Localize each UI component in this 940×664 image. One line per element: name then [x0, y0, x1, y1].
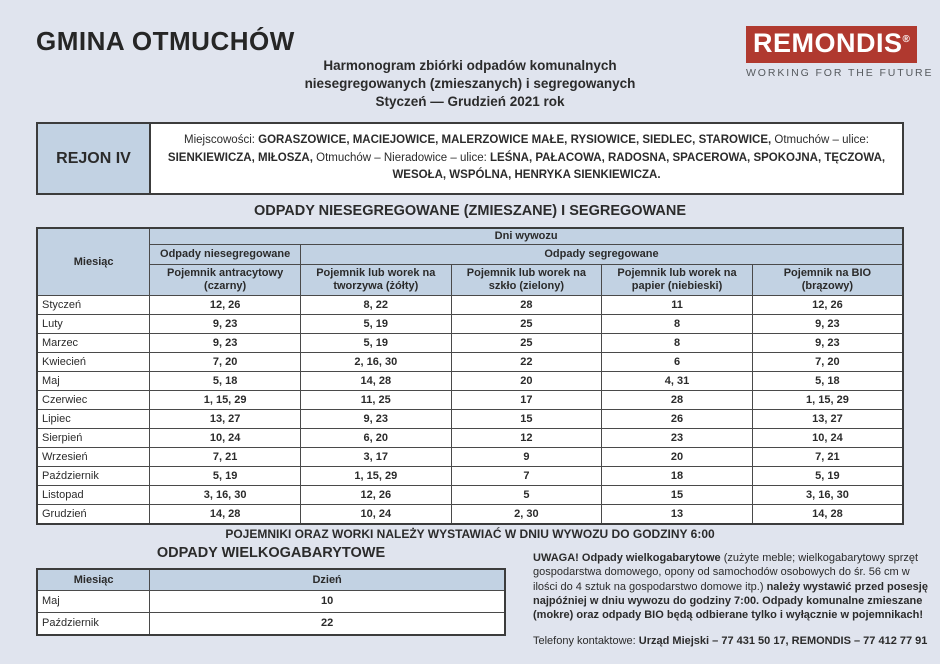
region-description [151, 124, 902, 193]
month-cell: Maj [37, 591, 150, 613]
bulky-header-month: Miesiąc [37, 569, 150, 591]
pickup-day-cell: 10 [150, 591, 505, 613]
header-container-blue: Pojemnik lub worek na papier (niebieski) [602, 265, 753, 296]
pickup-dates-cell: 2, 30 [451, 505, 602, 525]
pickup-dates-cell: 5, 18 [752, 372, 903, 391]
region-name: REJON IV [38, 124, 151, 193]
pickup-dates-cell: 6 [602, 353, 753, 372]
pickup-dates-cell: 9, 23 [150, 334, 301, 353]
pickup-dates-cell: 3, 16, 30 [752, 486, 903, 505]
pickup-dates-cell: 14, 28 [300, 372, 451, 391]
pickup-dates-cell: 2, 16, 30 [300, 353, 451, 372]
pickup-dates-cell: 14, 28 [752, 505, 903, 525]
pickup-dates-cell: 1, 15, 29 [150, 391, 301, 410]
pickup-dates-cell: 3, 17 [300, 448, 451, 467]
pickup-dates-cell: 17 [451, 391, 602, 410]
header-container-green: Pojemnik lub worek na szkło (zielony) [451, 265, 602, 296]
schedule-row [37, 448, 903, 467]
pickup-dates-cell: 20 [451, 372, 602, 391]
pickup-day-cell: 22 [150, 613, 505, 636]
pickup-dates-cell: 9, 23 [752, 315, 903, 334]
schedule-row [37, 486, 903, 505]
pickup-dates-cell: 23 [602, 429, 753, 448]
pickup-dates-cell: 9, 23 [150, 315, 301, 334]
pickup-dates-cell: 25 [451, 315, 602, 334]
pickup-dates-cell: 1, 15, 29 [300, 467, 451, 486]
waste-schedule-table [36, 227, 904, 525]
pickup-dates-cell: 13, 27 [150, 410, 301, 429]
region-box [36, 122, 904, 195]
table-header-row-2 [37, 245, 903, 265]
pickup-dates-cell: 8, 22 [300, 296, 451, 315]
setout-time-note: POJEMNIKI ORAZ WORKI NALEŻY WYSTAWIAĆ W DNIU WYWOZU DO GODZINY 6:00 [225, 527, 715, 541]
pickup-dates-cell: 5, 18 [150, 372, 301, 391]
pickup-dates-cell: 10, 24 [150, 429, 301, 448]
month-cell: Kwiecień [37, 353, 150, 372]
month-cell: Marzec [37, 334, 150, 353]
pickup-dates-cell: 7, 20 [752, 353, 903, 372]
month-cell: Luty [37, 315, 150, 334]
schedule-row [37, 315, 903, 334]
month-cell: Październik [37, 613, 150, 636]
bulky-row [37, 613, 505, 636]
pickup-dates-cell: 9 [451, 448, 602, 467]
text-segment: Urząd Miejski – 77 431 50 17, REMONDIS – 77 412 77 91 [638, 635, 928, 648]
schedule-row [37, 372, 903, 391]
bulky-waste-warning [533, 551, 929, 622]
pickup-dates-cell: 4, 31 [602, 372, 753, 391]
table-header-row-3 [37, 265, 903, 296]
notes-block [533, 551, 929, 649]
pickup-dates-cell: 12, 26 [150, 296, 301, 315]
schedule-row [37, 353, 903, 372]
contact-phones [533, 634, 929, 648]
pickup-dates-cell: 7 [451, 467, 602, 486]
month-cell: Wrzesień [37, 448, 150, 467]
region-description-text [167, 132, 886, 185]
header-days-group: Dni wywozu [150, 228, 903, 245]
pickup-dates-cell: 14, 28 [150, 505, 301, 525]
subtitle-line-3: Styczeń — Grudzień 2021 rok [375, 93, 565, 109]
pickup-dates-cell: 5, 19 [752, 467, 903, 486]
text-segment: UWAGA! Odpady wielkogabarytowe [533, 552, 721, 564]
header-month: Miesiąc [37, 228, 150, 296]
text-segment: SIENKIEWICZA, MIŁOSZA, [167, 151, 313, 164]
pickup-dates-cell: 12 [451, 429, 602, 448]
pickup-dates-cell: 22 [451, 353, 602, 372]
pickup-dates-cell: 6, 20 [300, 429, 451, 448]
schedule-row [37, 410, 903, 429]
header-unsegregated: Odpady niesegregowane [150, 245, 301, 265]
pickup-dates-cell: 5, 19 [150, 467, 301, 486]
pickup-dates-cell: 20 [602, 448, 753, 467]
pickup-dates-cell: 18 [602, 467, 753, 486]
month-cell: Październik [37, 467, 150, 486]
pickup-dates-cell: 15 [451, 410, 602, 429]
text-segment: należy wystawić przed posesję najpóźniej w dniu wywozu do godziny 7:00. Odpady komunalne zmieszane (mokre) oraz odpady BIO będą odbierane tylko i wyłącznie w pojemnikach! [533, 580, 928, 622]
bulky-row [37, 591, 505, 613]
pickup-dates-cell: 26 [602, 410, 753, 429]
header-container-black: Pojemnik antracytowy (czarny) [150, 265, 301, 296]
text-segment: Miejscowości: [184, 133, 259, 146]
month-cell: Lipiec [37, 410, 150, 429]
month-cell: Styczeń [37, 296, 150, 315]
pickup-dates-cell: 11 [602, 296, 753, 315]
pickup-dates-cell: 10, 24 [300, 505, 451, 525]
pickup-dates-cell: 8 [602, 334, 753, 353]
schedule-row [37, 391, 903, 410]
table-header-row-1 [37, 228, 903, 245]
pickup-dates-cell: 11, 25 [300, 391, 451, 410]
pickup-dates-cell: 13 [602, 505, 753, 525]
schedule-row [37, 467, 903, 486]
text-segment: Otmuchów – Nieradowice – ulice: [312, 151, 490, 164]
bulky-waste-table [36, 568, 506, 636]
pickup-dates-cell: 28 [451, 296, 602, 315]
subtitle-line-2: niesegregowanych (zmieszanych) i segregowanych [304, 75, 636, 91]
pickup-dates-cell: 5 [451, 486, 602, 505]
month-cell: Listopad [37, 486, 150, 505]
header-container-bio: Pojemnik na BIO (brązowy) [752, 265, 903, 296]
pickup-dates-cell: 28 [602, 391, 753, 410]
pickup-dates-cell: 9, 23 [752, 334, 903, 353]
pickup-dates-cell: 25 [451, 334, 602, 353]
text-segment: Telefony kontaktowe: [533, 635, 639, 648]
pickup-dates-cell: 10, 24 [752, 429, 903, 448]
pickup-dates-cell: 8 [602, 315, 753, 334]
subtitle-line-1: Harmonogram zbiórki odpadów komunalnych [323, 58, 617, 73]
month-cell: Grudzień [37, 505, 150, 525]
pickup-dates-cell: 12, 26 [300, 486, 451, 505]
pickup-dates-cell: 7, 21 [150, 448, 301, 467]
month-cell: Sierpień [37, 429, 150, 448]
remondis-logo [746, 26, 934, 80]
pickup-dates-cell: 3, 16, 30 [150, 486, 301, 505]
logo-tagline: WORKING FOR THE FUTURE [746, 67, 934, 80]
pickup-dates-cell: 7, 21 [752, 448, 903, 467]
pickup-dates-cell: 12, 26 [752, 296, 903, 315]
bulky-header-day: Dzień [150, 569, 505, 591]
logo-wordmark [746, 26, 917, 63]
bulky-header-row [37, 569, 505, 591]
schedule-row [37, 505, 903, 525]
month-cell: Maj [37, 372, 150, 391]
header-segregated: Odpady segregowane [300, 245, 903, 265]
schedule-row [37, 334, 903, 353]
logo-brand-text: REMONDIS [753, 28, 903, 58]
pickup-dates-cell: 5, 19 [300, 334, 451, 353]
text-segment: GORASZOWICE, MACIEJOWICE, MALERZOWICE MAŁE, RYSIOWICE, SIEDLEC, STAROWICE, [258, 133, 772, 146]
text-segment: Otmuchów – ulice: [771, 133, 869, 146]
pickup-dates-cell: 5, 19 [300, 315, 451, 334]
municipality-title: GMINA OTMUCHÓW [36, 26, 295, 56]
bulky-section-title: ODPADY WIELKOGABARYTOWE [156, 545, 386, 561]
pickup-dates-cell: 13, 27 [752, 410, 903, 429]
schedule-row [37, 296, 903, 315]
main-section-title: ODPADY NIESEGREGOWANE (ZMIESZANE) I SEGREGOWANE [253, 203, 687, 219]
pickup-dates-cell: 7, 20 [150, 353, 301, 372]
pickup-dates-cell: 1, 15, 29 [752, 391, 903, 410]
schedule-row [37, 429, 903, 448]
registered-trademark-icon: ® [902, 34, 911, 45]
text-segment: LEŚNA, PAŁACOWA, RADOSNA, SPACEROWA, SPOKOJNA, TĘCZOWA, WESOŁA, WSPÓLNA, HENRYKA SIENKIEWICZA. [392, 151, 886, 182]
text-segment: (zużyte meble; wielkogabarytowy sprzęt gospodarstwa domowego, opony od samochodów osobowych do śr. 56 cm w ilości do 4 sztuk na gospodarstwo domowe itp.) [533, 552, 919, 593]
month-cell: Czerwiec [37, 391, 150, 410]
header-container-yellow: Pojemnik lub worek na tworzywa (żółty) [300, 265, 451, 296]
pickup-dates-cell: 15 [602, 486, 753, 505]
pickup-dates-cell: 9, 23 [300, 410, 451, 429]
